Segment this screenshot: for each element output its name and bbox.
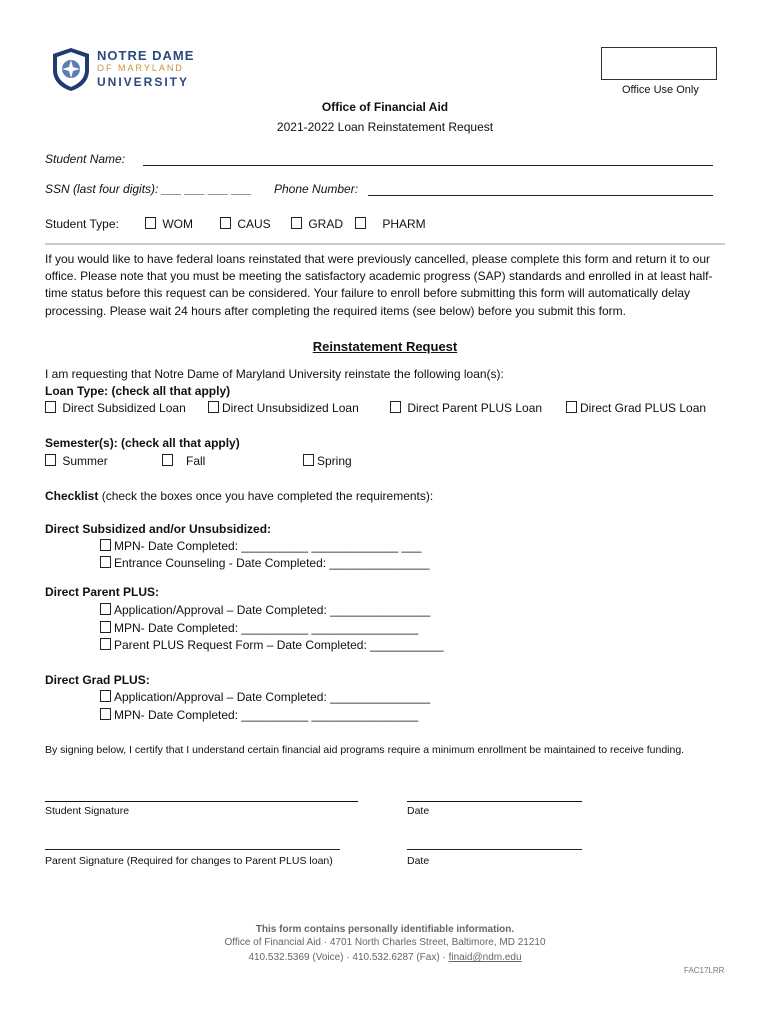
checkbox-icon[interactable] [100, 708, 111, 720]
university-logo [50, 46, 92, 95]
checkbox-icon[interactable] [100, 621, 111, 633]
phone-field[interactable] [368, 195, 713, 196]
university-seal-icon [50, 46, 92, 92]
logo-line3: UNIVERSITY [97, 75, 190, 89]
reinstatement-heading: Reinstatement Request [312, 339, 458, 354]
footer-contact: 410.532.5369 (Voice) · 410.532.6287 (Fax) · finaid@ndm.edu [248, 952, 522, 963]
loan-direct-parent-plus[interactable]: Direct Parent PLUS Loan [390, 401, 542, 415]
checkbox-icon[interactable] [390, 401, 401, 413]
loan-type-label: Loan Type: (check all that apply) [45, 384, 231, 398]
form-title: 2021-2022 Loan Reinstatement Request [276, 120, 494, 134]
section-title: Direct Parent PLUS: [45, 585, 160, 599]
student-signature-line[interactable] [45, 801, 358, 802]
checkbox-icon[interactable] [45, 401, 56, 413]
checkbox-icon[interactable] [220, 217, 231, 229]
section-title: Direct Grad PLUS: [45, 673, 150, 687]
parent-signature-label: Parent Signature (Required for changes to Parent PLUS loan) [45, 855, 333, 867]
section-title: Direct Subsidized and/or Unsubsidized: [45, 522, 272, 536]
checklist-item[interactable]: Application/Approval – Date Completed: _______________ [100, 690, 430, 704]
checklist-item[interactable]: MPN- Date Completed: __________ ________________ [100, 621, 418, 635]
email-link[interactable]: finaid@ndm.edu [448, 952, 522, 963]
divider [45, 243, 725, 245]
student-signature-label: Student Signature [45, 805, 130, 817]
checkbox-icon[interactable] [566, 401, 577, 413]
semester-fall[interactable]: Fall [162, 454, 205, 468]
student-name-label: Student Name: [45, 152, 126, 166]
footer-address: Office of Financial Aid · 4701 North Charles Street, Baltimore, MD 21210 [224, 937, 546, 948]
checkbox-icon[interactable] [100, 690, 111, 702]
checkbox-icon[interactable] [100, 638, 111, 650]
loan-direct-subsidized[interactable]: Direct Subsidized Loan [45, 401, 186, 415]
request-text: I am requesting that Notre Dame of Maryland University reinstate the following loan(s): [45, 367, 504, 381]
student-type-pharm[interactable]: PHARM [355, 217, 426, 231]
checkbox-icon[interactable] [303, 454, 314, 466]
office-use-box [601, 47, 717, 80]
checkbox-icon[interactable] [162, 454, 173, 466]
phone-label: Phone Number: [274, 182, 359, 196]
checklist-item[interactable]: Entrance Counseling - Date Completed: _______________ [100, 556, 430, 570]
intro-paragraph: If you would like to have federal loans reinstated that were previously cancelled, please complete this form and return it to our office. Please note that you must be meeting the satisfactory academic progress (SAP) standards and enrolled in at least half-time status before this request can be considered. Your failure to enroll before submitting this form will automatically delay processing. Please wait 24 hours after completing the required items (see below) before you submit this form. [45, 252, 713, 318]
checklist-label: Checklist (check the boxes once you have completed the requirements): [45, 489, 434, 503]
student-type-caus[interactable]: CAUS [220, 217, 271, 231]
ssn-label: SSN (last four digits): ___ ___ ___ ___ [45, 182, 252, 196]
student-name-field[interactable] [143, 165, 713, 166]
footer-notice: This form contains personally identifiable information. [255, 924, 515, 935]
student-type-grad[interactable]: GRAD [291, 217, 343, 231]
checkbox-icon[interactable] [355, 217, 366, 229]
date-line-2[interactable] [407, 849, 582, 850]
certify-text: By signing below, I certify that I understand certain financial aid programs require a minimum enrollment be maintained to receive funding. [45, 744, 685, 756]
student-type-label: Student Type: [45, 217, 119, 231]
date-line-1[interactable] [407, 801, 582, 802]
logo-line2: OF MARYLAND [97, 63, 184, 73]
semester-summer[interactable]: Summer [45, 454, 108, 468]
semester-spring[interactable]: Spring [303, 454, 352, 468]
checkbox-icon[interactable] [100, 556, 111, 568]
checklist-item[interactable]: MPN- Date Completed: __________ ________________ [100, 708, 418, 722]
date-label: Date [407, 805, 430, 817]
form-code: FAC17LRR [684, 966, 725, 975]
checkbox-icon[interactable] [45, 454, 56, 466]
checklist-item[interactable]: Parent PLUS Request Form – Date Completed: ___________ [100, 638, 444, 652]
checkbox-icon[interactable] [100, 603, 111, 615]
student-type-wom[interactable]: WOM [145, 217, 193, 231]
office-use-label: Office Use Only [622, 84, 699, 96]
checkbox-icon[interactable] [291, 217, 302, 229]
checklist-item[interactable]: Application/Approval – Date Completed: _______________ [100, 603, 430, 617]
checkbox-icon[interactable] [208, 401, 219, 413]
office-title: Office of Financial Aid [321, 100, 449, 114]
checklist-item[interactable]: MPN- Date Completed: __________ _____________ ___ [100, 539, 422, 553]
loan-direct-grad-plus[interactable]: Direct Grad PLUS Loan [566, 401, 706, 415]
semester-label: Semester(s): (check all that apply) [45, 436, 240, 450]
checkbox-icon[interactable] [100, 539, 111, 551]
checkbox-icon[interactable] [145, 217, 156, 229]
logo-line1: NOTRE DAME [97, 48, 195, 63]
loan-direct-unsubsidized[interactable]: Direct Unsubsidized Loan [208, 401, 359, 415]
parent-signature-line[interactable] [45, 849, 340, 850]
date-label: Date [407, 855, 430, 867]
